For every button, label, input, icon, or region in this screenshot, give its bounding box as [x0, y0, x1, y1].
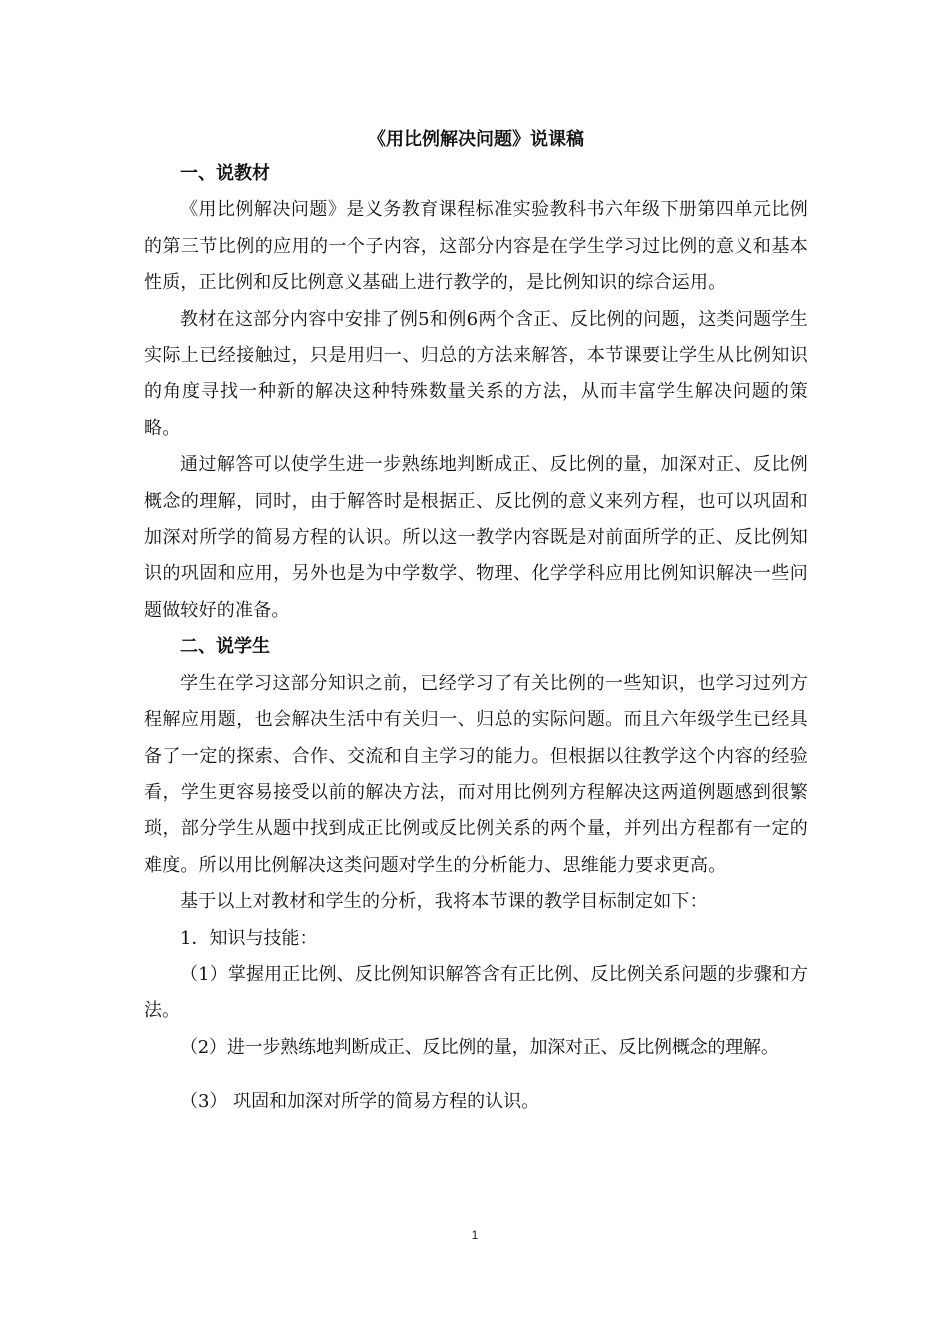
goal-subitem: （1）掌握用正比例、反比例知识解答含有正比例、反比例关系问题的步骤和方法。 — [144, 963, 808, 1022]
document-title: 《用比例解决问题》说课稿 — [368, 129, 584, 150]
paragraph: 《用比例解决问题》是义务教育课程标准实验教科书六年级下册第四单元比例的第三节比例的应用的一个子内容，这部分内容是在学生学习过比例的意义和基本性质，正比例和反比例意义基础上进行教学的，是比例知识的综合运用。 — [144, 199, 808, 294]
document-body — [144, 124, 808, 1121]
spacer — [144, 1066, 808, 1084]
page-number: 1 — [471, 1228, 479, 1242]
paragraph: 学生在学习这部分知识之前，已经学习了有关比例的一些知识，也学习过列方程解应用题，也会解决生活中有关归一、归总的实际问题。而且六年级学生已经具备了一定的探索、合作、交流和自主学习的能力。但根据以往教学这个内容的经验看，学生更容易接受以前的解决方法，而对用比例列方程解决这两道例题感到很繁琐，部分学生从题中找到成正比例或反比例关系的两个量，并列出方程都有一定的难度。所以用比例解决这类问题对学生的分析能力、思维能力要求更高。 — [144, 672, 808, 876]
section-heading-textbook: 一、说教材 — [180, 163, 270, 184]
goal-item-knowledge-skills: 1．知识与技能： — [180, 927, 318, 949]
paragraph: 教材在这部分内容中安排了例5和例6两个含正、反比例的问题，这类问题学生实际上已经接触过，只是用归一、归总的方法来解答，本节课要让学生从比例知识的角度寻找一种新的解决这种特殊数量关系的方法，从而丰富学生解决问题的策略。 — [144, 308, 808, 439]
goal-subitem: （3） 巩固和加深对所学的简易方程的认识。 — [180, 1091, 540, 1113]
paragraph: 通过解答可以使学生进一步熟练地判断成正、反比例的量，加深对正、反比例概念的理解，同时，由于解答时是根据正、反比例的意义来列方程，也可以巩固和加深对所学的简易方程的认识。所以这一教学内容既是对前面所学的正、反比例知识的巩固和应用，另外也是为中学数学、物理、化学学科应用比例知识解决一些问题做较好的准备。 — [144, 454, 808, 621]
section-heading-students: 二、说学生 — [180, 636, 270, 658]
goal-subitem: （2）进一步熟练地判断成正、反比例的量，加深对正、反比例概念的理解。 — [180, 1036, 779, 1058]
paragraph: 基于以上对教材和学生的分析，我将本节课的教学目标制定如下： — [180, 891, 708, 913]
